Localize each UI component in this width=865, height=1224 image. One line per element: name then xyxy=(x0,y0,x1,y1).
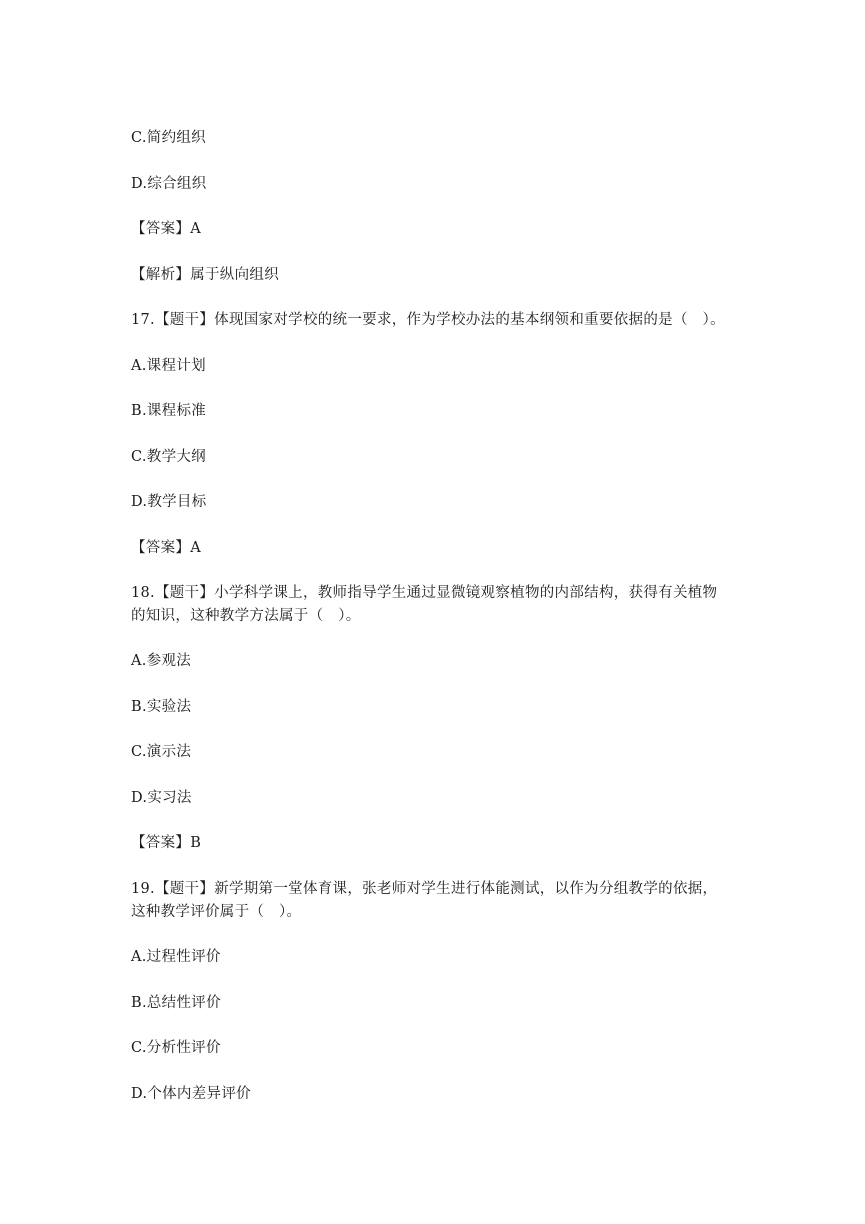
option-c-q18: C.演示法 xyxy=(131,744,192,760)
option-b-q19: B.总结性评价 xyxy=(131,995,221,1011)
answer-q18: 【答案】B xyxy=(131,835,202,851)
option-a-q18: A.参观法 xyxy=(131,653,192,669)
option-d-q17: D.教学目标 xyxy=(131,494,207,510)
answer-q16: 【答案】A xyxy=(131,221,201,237)
option-a-q17: A.课程计划 xyxy=(131,358,206,374)
question-19-stem-line2: 这种教学评价属于（ ）。 xyxy=(131,904,302,920)
option-d-q16: D.综合组织 xyxy=(131,176,207,192)
option-a-q19: A.过程性评价 xyxy=(131,949,221,965)
option-b-q18: B.实验法 xyxy=(131,699,192,715)
option-c-q17: C.教学大纲 xyxy=(131,449,206,465)
option-d-q18: D.实习法 xyxy=(131,790,192,806)
question-19-stem-line1: 19.【题干】新学期第一堂体育课，张老师对学生进行体能测试，以作为分组教学的依据， xyxy=(131,881,718,897)
answer-q17: 【答案】A xyxy=(131,540,201,556)
option-c-q19: C.分析性评价 xyxy=(131,1040,221,1056)
option-b-q17: B.课程标准 xyxy=(131,403,207,419)
option-d-q19: D.个体内差异评价 xyxy=(131,1086,251,1102)
question-18-stem-line1: 18.【题干】小学科学课上，教师指导学生通过显微镜观察植物的内部结构，获得有关植物 xyxy=(131,585,718,601)
option-c-q16: C.简约组织 xyxy=(131,130,206,146)
question-18-stem-line2: 的知识，这种教学方法属于（ ）。 xyxy=(131,608,361,624)
analysis-q16: 【解析】属于纵向组织 xyxy=(131,267,279,283)
question-17-stem: 17.【题干】体现国家对学校的统一要求，作为学校办法的基本纲领和重要依据的是（ ）。 xyxy=(131,312,725,328)
